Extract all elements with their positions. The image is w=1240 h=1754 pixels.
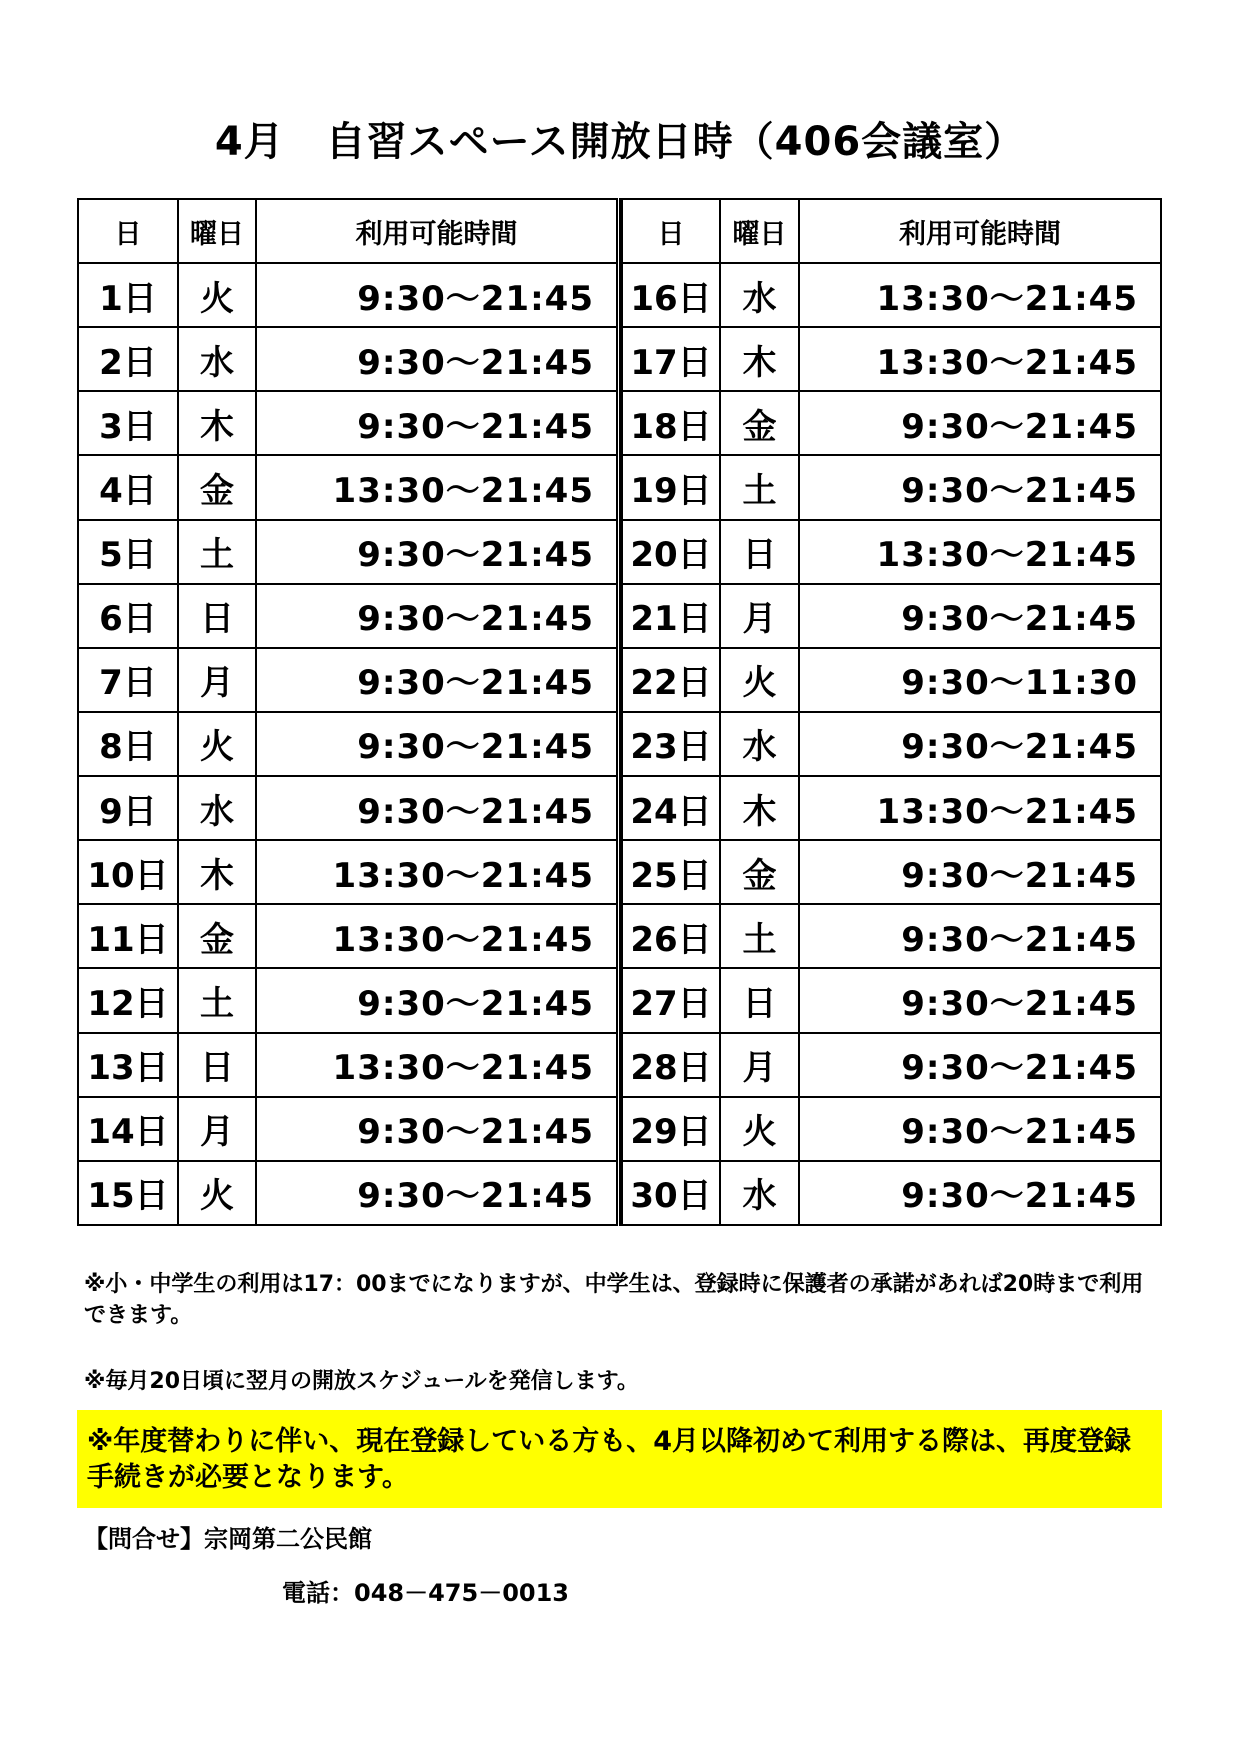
hours-cell: 9:30〜21:45 — [799, 391, 1161, 455]
hours-cell: 13:30〜21:45 — [256, 904, 617, 968]
table-row — [622, 712, 1161, 776]
table-row — [622, 840, 1161, 904]
hours-cell: 9:30〜11:30 — [799, 648, 1161, 712]
day-cell: 22日 — [622, 648, 720, 712]
table-row — [622, 455, 1161, 519]
day-cell: 16日 — [622, 263, 720, 327]
day-cell: 12日 — [78, 968, 178, 1032]
weekday-cell: 土 — [720, 455, 799, 519]
header-hours: 利用可能時間 — [256, 199, 617, 263]
table-row — [78, 584, 617, 648]
weekday-cell: 木 — [178, 391, 256, 455]
header-weekday: 曜日 — [720, 199, 799, 263]
header-day: 日 — [622, 199, 720, 263]
weekday-cell: 金 — [720, 391, 799, 455]
table-header-row — [78, 199, 617, 263]
note-schedule: ※毎月20日頃に翌月の開放スケジュールを発信します。 — [84, 1369, 639, 1394]
day-cell: 18日 — [622, 391, 720, 455]
day-cell: 29日 — [622, 1097, 720, 1161]
day-cell: 6日 — [78, 584, 178, 648]
weekday-cell: 木 — [720, 327, 799, 391]
weekday-cell: 火 — [178, 1161, 256, 1225]
hours-cell: 9:30〜21:45 — [256, 712, 617, 776]
hours-cell: 9:30〜21:45 — [799, 455, 1161, 519]
table-row — [78, 904, 617, 968]
hours-cell: 9:30〜21:45 — [799, 840, 1161, 904]
day-cell: 27日 — [622, 968, 720, 1032]
table-row — [622, 584, 1161, 648]
day-cell: 26日 — [622, 904, 720, 968]
hours-cell: 9:30〜21:45 — [256, 968, 617, 1032]
weekday-cell: 日 — [720, 520, 799, 584]
day-cell: 9日 — [78, 776, 178, 840]
table-row — [622, 263, 1161, 327]
hours-cell: 9:30〜21:45 — [799, 1161, 1161, 1225]
day-cell: 28日 — [622, 1033, 720, 1097]
weekday-cell: 火 — [720, 1097, 799, 1161]
hours-cell: 9:30〜21:45 — [256, 584, 617, 648]
table-row — [622, 648, 1161, 712]
table-row — [78, 1161, 617, 1225]
hours-cell: 9:30〜21:45 — [799, 968, 1161, 1032]
table-row — [622, 776, 1161, 840]
table-row — [622, 520, 1161, 584]
header-hours: 利用可能時間 — [799, 199, 1161, 263]
hours-cell: 9:30〜21:45 — [256, 263, 617, 327]
table-row — [622, 968, 1161, 1032]
header-day: 日 — [78, 199, 178, 263]
table-row — [78, 712, 617, 776]
hours-cell: 13:30〜21:45 — [256, 455, 617, 519]
day-cell: 3日 — [78, 391, 178, 455]
table-row — [78, 455, 617, 519]
note-renewal-highlight: ※年度替わりに伴い、現在登録している方も、4月以降初めて利用する際は、再度登録手続きが必要となります。 — [77, 1410, 1162, 1508]
day-cell: 7日 — [78, 648, 178, 712]
weekday-cell: 金 — [178, 455, 256, 519]
weekday-cell: 木 — [178, 840, 256, 904]
weekday-cell: 火 — [178, 712, 256, 776]
header-weekday: 曜日 — [178, 199, 256, 263]
weekday-cell: 木 — [720, 776, 799, 840]
hours-cell: 9:30〜21:45 — [799, 904, 1161, 968]
hours-cell: 9:30〜21:45 — [799, 1033, 1161, 1097]
weekday-cell: 水 — [720, 712, 799, 776]
hours-cell: 9:30〜21:45 — [799, 1097, 1161, 1161]
table-row — [622, 391, 1161, 455]
weekday-cell: 月 — [720, 584, 799, 648]
day-cell: 11日 — [78, 904, 178, 968]
table-row — [622, 1097, 1161, 1161]
table-row — [78, 263, 617, 327]
weekday-cell: 日 — [178, 584, 256, 648]
table-header-row — [622, 199, 1161, 263]
day-cell: 19日 — [622, 455, 720, 519]
contact-phone: 電話：048－475－0013 — [282, 1579, 569, 1607]
table-row — [622, 1161, 1161, 1225]
day-cell: 14日 — [78, 1097, 178, 1161]
weekday-cell: 土 — [178, 968, 256, 1032]
hours-cell: 9:30〜21:45 — [256, 648, 617, 712]
weekday-cell: 土 — [178, 520, 256, 584]
hours-cell: 9:30〜21:45 — [799, 712, 1161, 776]
page-title: 4月 自習スペース開放日時（406会議室） — [214, 119, 1026, 165]
day-cell: 10日 — [78, 840, 178, 904]
table-row — [78, 520, 617, 584]
day-cell: 2日 — [78, 327, 178, 391]
table-row — [78, 391, 617, 455]
hours-cell: 9:30〜21:45 — [256, 520, 617, 584]
weekday-cell: 月 — [178, 648, 256, 712]
table-row — [78, 648, 617, 712]
hours-cell: 13:30〜21:45 — [799, 520, 1161, 584]
day-cell: 13日 — [78, 1033, 178, 1097]
hours-cell: 9:30〜21:45 — [256, 1161, 617, 1225]
hours-cell: 13:30〜21:45 — [799, 776, 1161, 840]
weekday-cell: 火 — [178, 263, 256, 327]
hours-cell: 9:30〜21:45 — [256, 327, 617, 391]
weekday-cell: 水 — [720, 263, 799, 327]
table-row — [622, 904, 1161, 968]
weekday-cell: 水 — [178, 776, 256, 840]
table-row — [622, 1033, 1161, 1097]
weekday-cell: 日 — [720, 968, 799, 1032]
weekday-cell: 土 — [720, 904, 799, 968]
day-cell: 20日 — [622, 520, 720, 584]
schedule-table-left — [77, 198, 618, 1226]
day-cell: 21日 — [622, 584, 720, 648]
hours-cell: 9:30〜21:45 — [256, 776, 617, 840]
hours-cell: 13:30〜21:45 — [799, 263, 1161, 327]
hours-cell: 13:30〜21:45 — [256, 840, 617, 904]
hours-cell: 9:30〜21:45 — [256, 1097, 617, 1161]
hours-cell: 9:30〜21:45 — [799, 584, 1161, 648]
day-cell: 24日 — [622, 776, 720, 840]
hours-cell: 13:30〜21:45 — [256, 1033, 617, 1097]
table-row — [78, 327, 617, 391]
day-cell: 8日 — [78, 712, 178, 776]
weekday-cell: 金 — [178, 904, 256, 968]
weekday-cell: 日 — [178, 1033, 256, 1097]
hours-cell: 13:30〜21:45 — [799, 327, 1161, 391]
weekday-cell: 火 — [720, 648, 799, 712]
weekday-cell: 水 — [178, 327, 256, 391]
table-row — [78, 1033, 617, 1097]
weekday-cell: 月 — [178, 1097, 256, 1161]
table-row — [78, 968, 617, 1032]
table-row — [78, 1097, 617, 1161]
day-cell: 5日 — [78, 520, 178, 584]
day-cell: 15日 — [78, 1161, 178, 1225]
day-cell: 17日 — [622, 327, 720, 391]
hours-cell: 9:30〜21:45 — [256, 391, 617, 455]
day-cell: 4日 — [78, 455, 178, 519]
day-cell: 30日 — [622, 1161, 720, 1225]
table-row — [622, 327, 1161, 391]
contact-label: 【問合せ】宗岡第二公民館 — [84, 1525, 372, 1553]
schedule-table-right — [621, 198, 1162, 1226]
weekday-cell: 水 — [720, 1161, 799, 1225]
note-students: ※小・中学生の利用は17：00までになりますが、中学生は、登録時に保護者の承諾があれば20時まで利用できます。 — [84, 1272, 1144, 1328]
table-row — [78, 776, 617, 840]
day-cell: 1日 — [78, 263, 178, 327]
day-cell: 25日 — [622, 840, 720, 904]
table-row — [78, 840, 617, 904]
weekday-cell: 月 — [720, 1033, 799, 1097]
weekday-cell: 金 — [720, 840, 799, 904]
day-cell: 23日 — [622, 712, 720, 776]
